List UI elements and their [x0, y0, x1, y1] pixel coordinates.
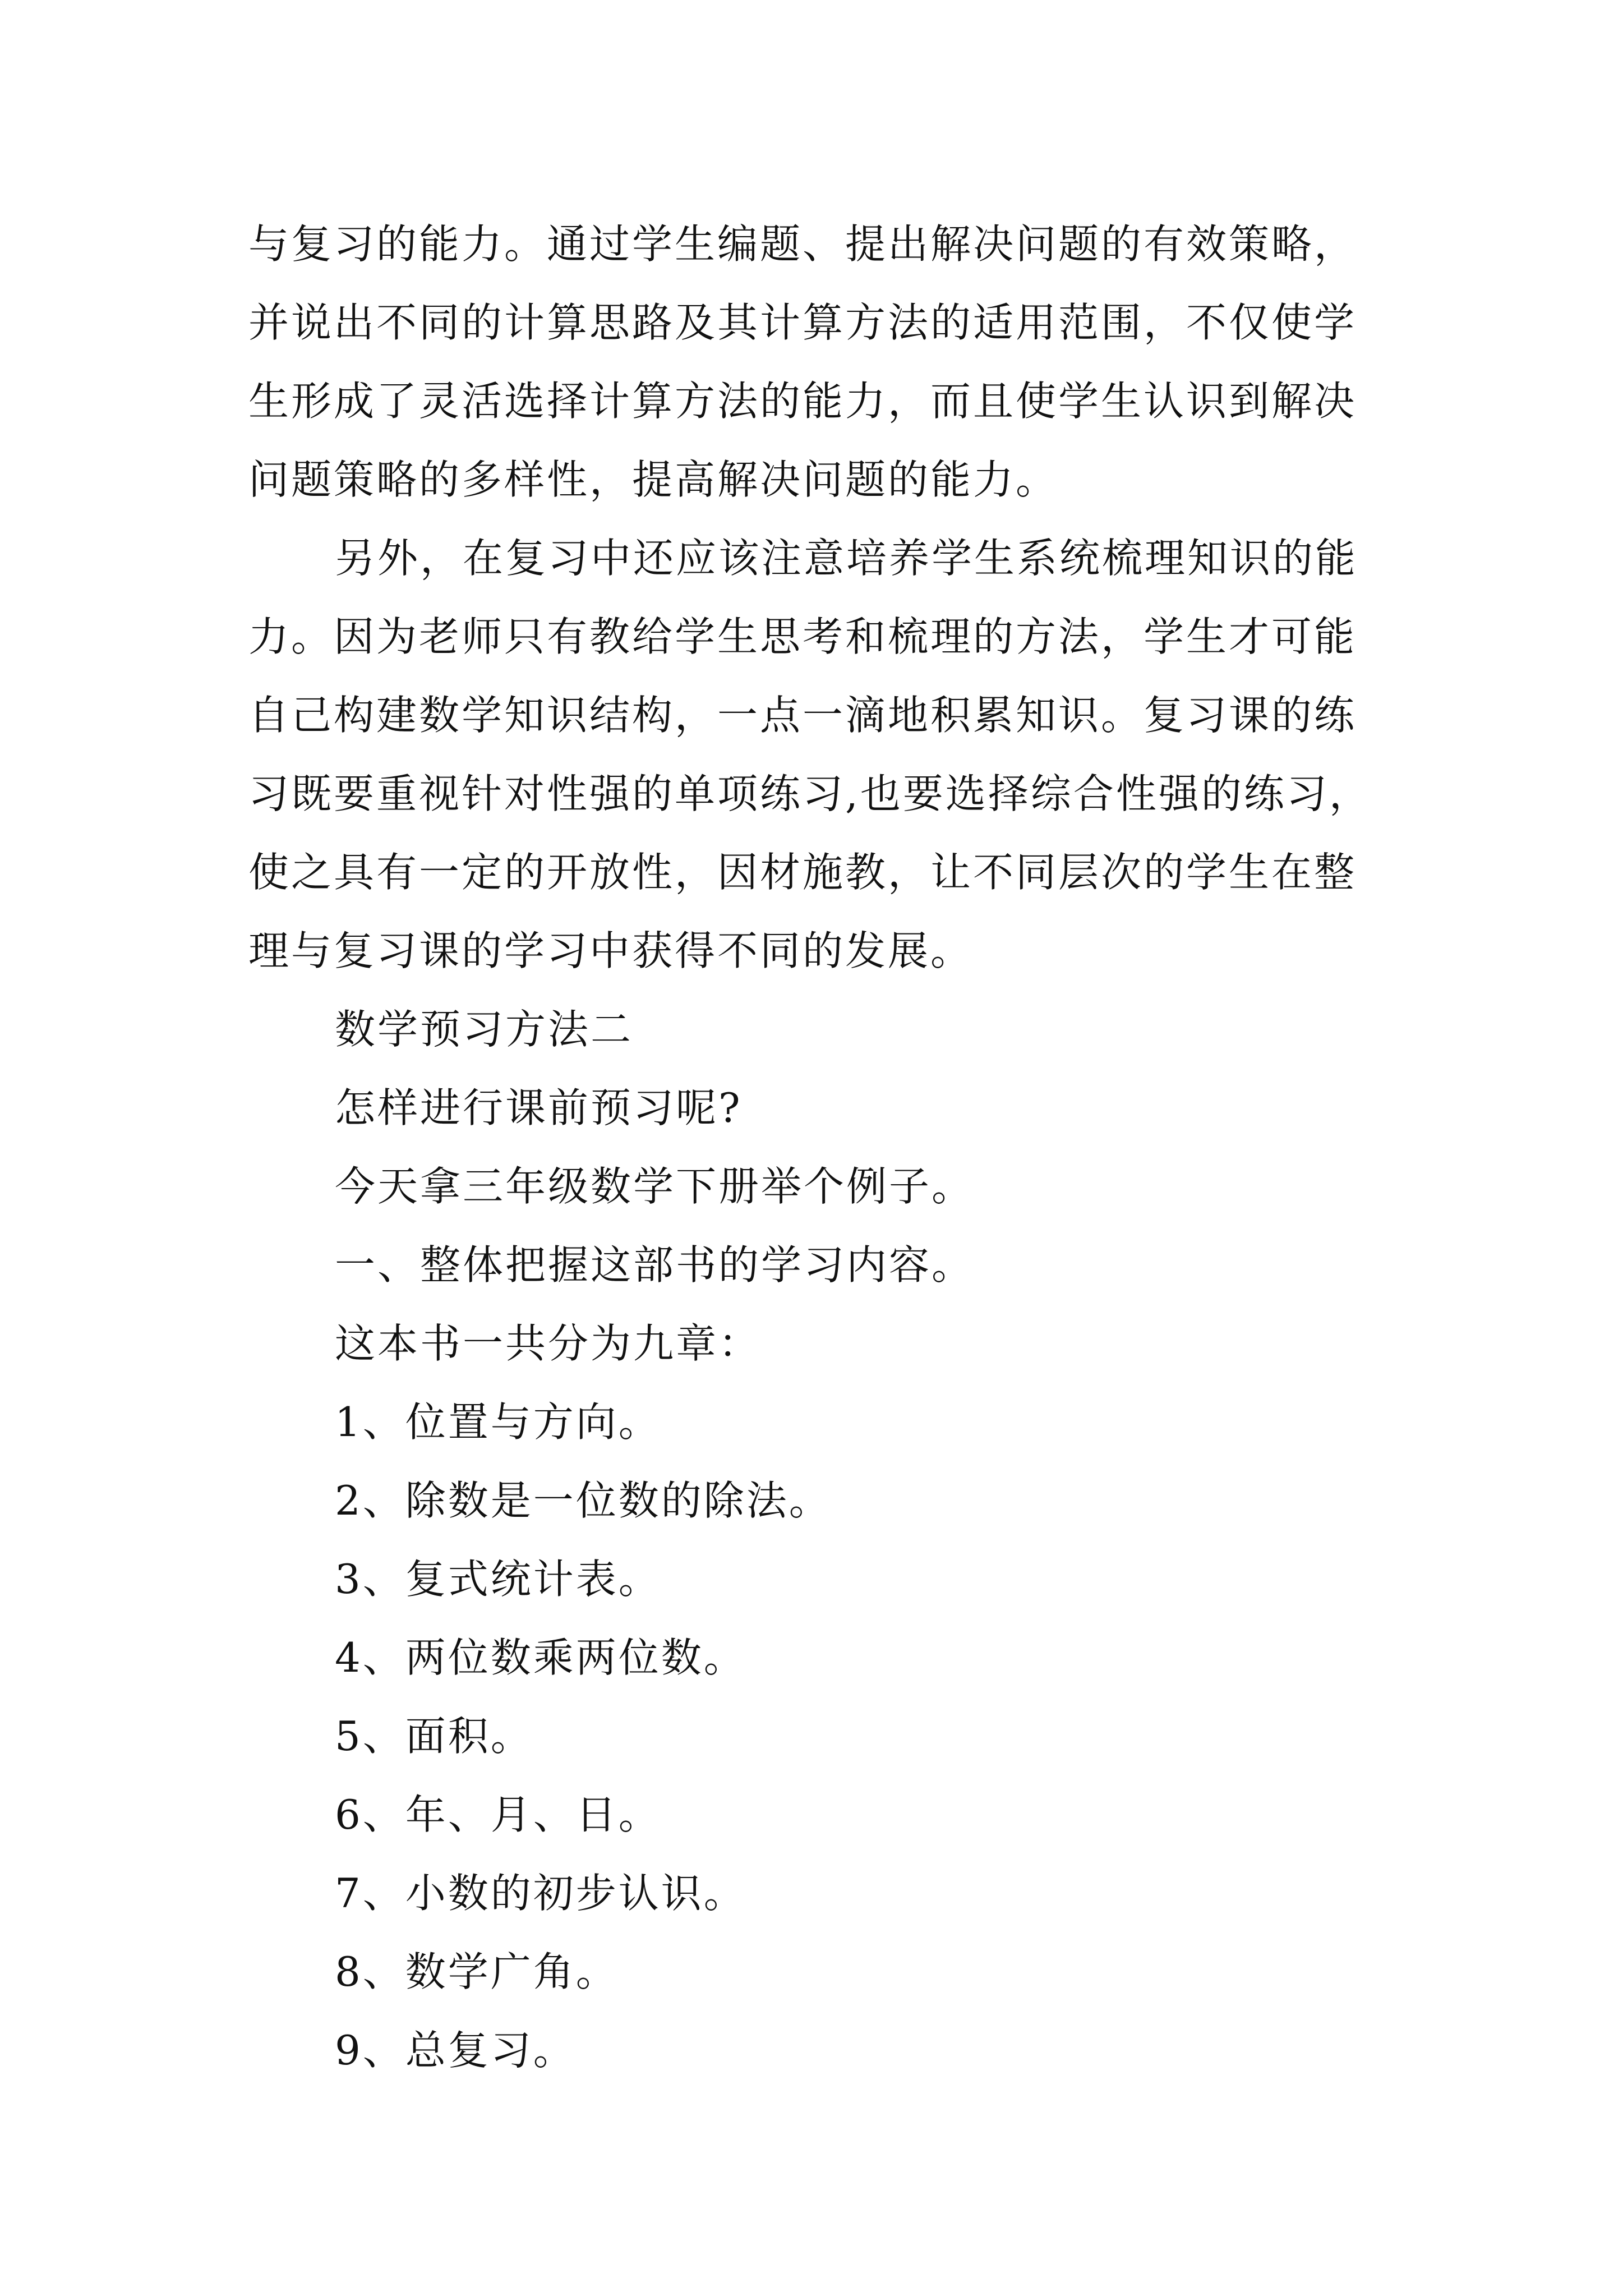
- list-item: 1、位置与方向。: [335, 1398, 661, 1446]
- paragraph-line: 这本书一共分为九章：: [335, 1320, 762, 1367]
- paragraph-line: 理与复习课的学习中获得不同的发展。: [248, 927, 974, 974]
- paragraph-line: 并说出不同的计算思路及其计算方法的适用范围，不仅使学: [248, 299, 1357, 346]
- paragraph-line: 问题策略的多样性，提高解决问题的能力。: [248, 456, 1059, 503]
- paragraph-line: 与复习的能力。通过学生编题、提出解决问题的有效策略，: [248, 220, 1357, 268]
- paragraph-line: 使之具有一定的开放性，因材施教，让不同层次的学生在整: [248, 849, 1357, 896]
- paragraph-line: 习既要重视针对性强的单项练习,也要选择综合性强的练习，: [248, 770, 1372, 817]
- list-item: 8、数学广角。: [335, 1948, 619, 1995]
- paragraph-line: 生形成了灵活选择计算方法的能力，而且使学生认识到解决: [248, 378, 1357, 425]
- list-item: 9、总复习。: [335, 2027, 576, 2074]
- list-item: 2、除数是一位数的除法。: [335, 1477, 832, 1524]
- paragraph-line: 自己构建数学知识结构，一点一滴地积累知识。复习课的练: [248, 692, 1357, 739]
- list-item: 5、面积。: [335, 1713, 533, 1760]
- paragraph-line: 今天拿三年级数学下册举个例子。: [335, 1163, 975, 1210]
- list-item: 3、复式统计表。: [335, 1556, 661, 1603]
- list-item: 6、年、月、日。: [335, 1791, 661, 1838]
- list-item: 4、两位数乘两位数。: [335, 1634, 746, 1681]
- paragraph-line: 另外，在复习中还应该注意培养学生系统梳理知识的能: [335, 535, 1358, 582]
- section-heading: 数学预习方法二: [335, 1006, 634, 1053]
- paragraph-line: 怎样进行课前预习呢?: [335, 1084, 743, 1131]
- list-item: 7、小数的初步认识。: [335, 1870, 746, 1917]
- paragraph-line: 一、整体把握这部书的学习内容。: [335, 1241, 975, 1289]
- paragraph-line: 力。因为老师只有教给学生思考和梳理的方法，学生才可能: [248, 613, 1357, 660]
